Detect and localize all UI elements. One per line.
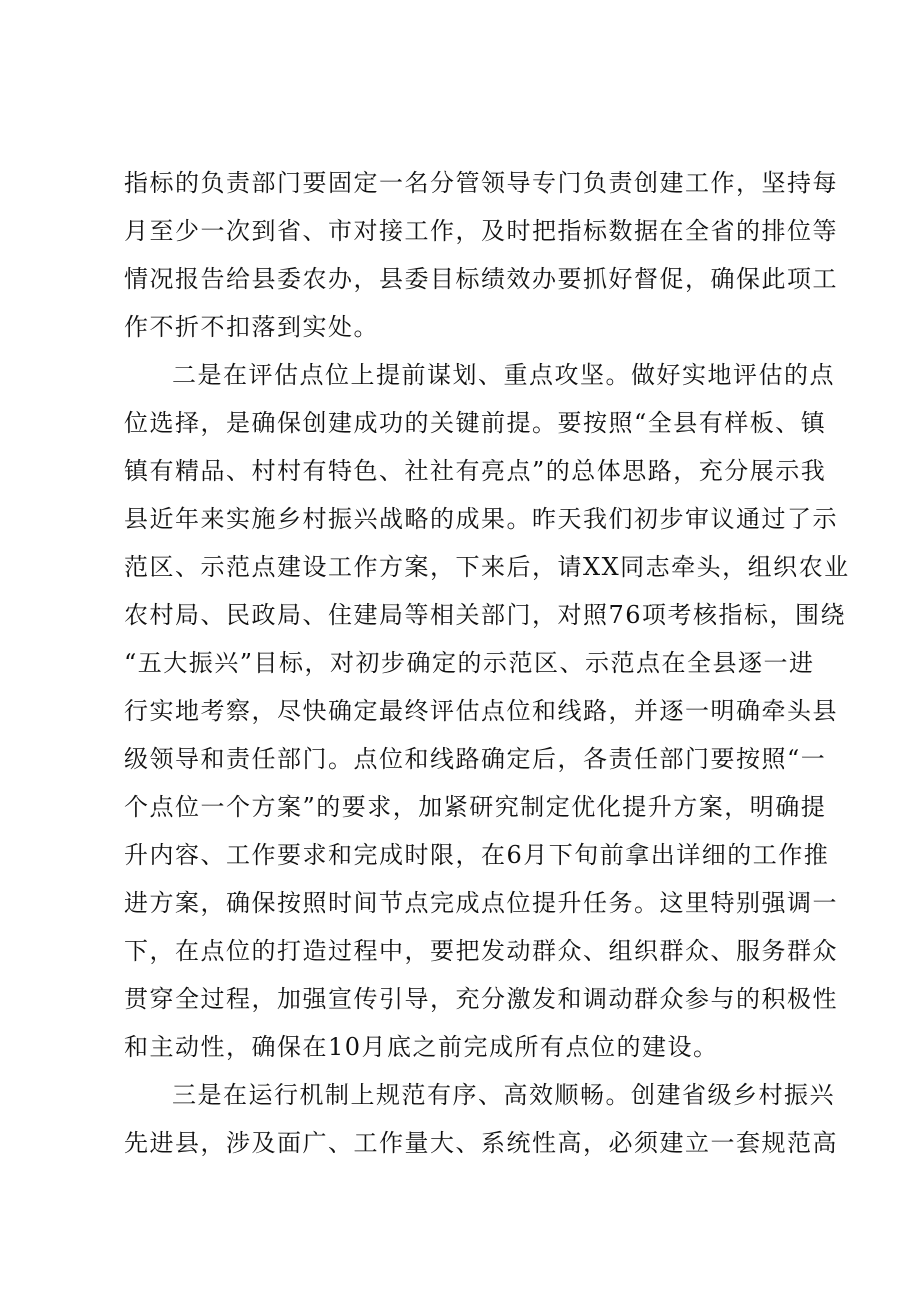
text-line: 先进县，涉及面广、工作量大、系统性高，必须建立一套规范高 <box>124 1129 838 1157</box>
text-line: 行实地考察，尽快确定最终评估点位和线路，并逐一明确牵头县 <box>124 697 838 725</box>
text-line: 升内容、工作要求和完成时限，在6月下旬前拿出详细的工作推 <box>124 841 830 869</box>
text-line: 和主动性，确保在10月底之前完成所有点位的建设。 <box>124 1033 719 1061</box>
text-line: 范区、示范点建设工作方案，下来后，请XX同志牵头，组织农业 <box>124 553 850 581</box>
text-line: 农村局、民政局、住建局等相关部门，对照76项考核指标，围绕 <box>124 601 847 629</box>
text-line: 个点位一个方案”的要求，加紧研究制定优化提升方案，明确提 <box>124 793 827 821</box>
text-line: 月至少一次到省、市对接工作，及时把指标数据在全省的排位等 <box>124 217 838 245</box>
text-line: 贯穿全过程，加强宣传引导，充分激发和调动群众参与的积极性 <box>124 985 838 1013</box>
paragraph-first-line: 三是在运行机制上规范有序、高效顺畅。创建省级乡村振兴 <box>172 1081 835 1109</box>
text-line: 作不折不扣落到实处。 <box>124 313 379 341</box>
text-line: 级领导和责任部门。点位和线路确定后，各责任部门要按照“一 <box>124 745 827 773</box>
text-line: 指标的负责部门要固定一名分管领导专门负责创建工作，坚持每 <box>124 169 838 197</box>
text-line: 位选择，是确保创建成功的关键前提。要按照“全县有样板、镇 <box>124 409 827 437</box>
text-line: 县近年来实施乡村振兴战略的成果。昨天我们初步审议通过了示 <box>124 505 838 533</box>
text-line: 镇有精品、村村有特色、社社有亮点”的总体思路，充分展示我 <box>124 457 827 485</box>
text-line: 进方案，确保按照时间节点完成点位提升任务。这里特别强调一 <box>124 889 838 917</box>
text-line: 下，在点位的打造过程中，要把发动群众、组织群众、服务群众 <box>124 937 838 965</box>
text-line: “五大振兴”目标，对初步确定的示范区、示范点在全县逐一进 <box>124 649 815 677</box>
paragraph-first-line: 二是在评估点位上提前谋划、重点攻坚。做好实地评估的点 <box>172 361 835 389</box>
text-line: 情况报告给县委农办，县委目标绩效办要抓好督促，确保此项工 <box>124 265 838 293</box>
